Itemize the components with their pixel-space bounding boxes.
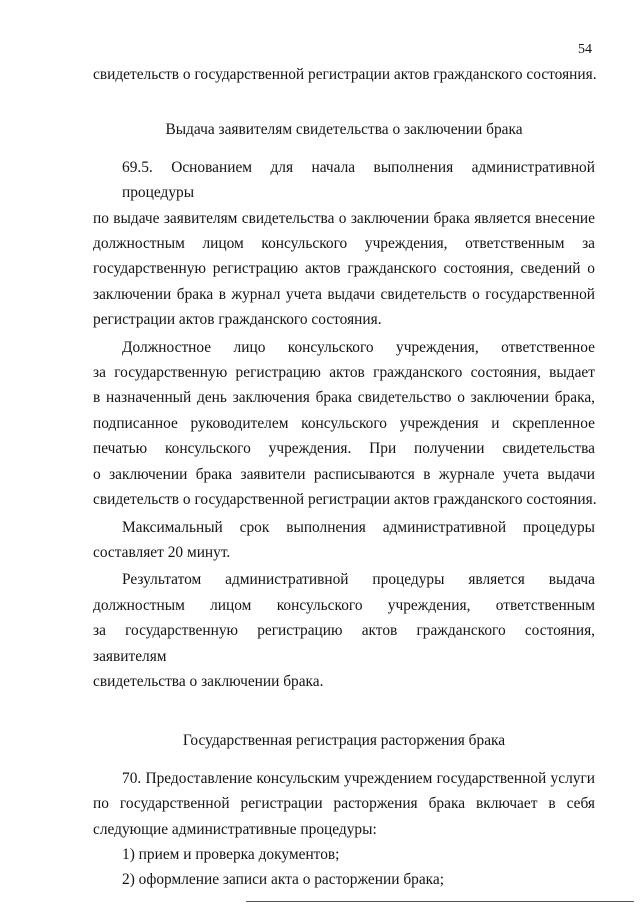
text-line: должностным лицом консульского учреждения, ответственным: [93, 596, 595, 614]
text-line: печатью консульского учреждения. При получении свидетельства: [93, 440, 595, 458]
text-line: составляет 20 минут.: [93, 543, 231, 561]
paragraph-70: [93, 766, 595, 842]
text-line: в назначенный день заключения брака свидетельство о заключении брака,: [93, 389, 595, 407]
text-line: о заключении брака заявители расписываются в журнале учета выдачи: [93, 465, 595, 483]
section-heading-marriage-certificate: Выдача заявителям свидетельства о заключении брака: [165, 121, 523, 139]
text-line: регистрации актов гражданского состояния.: [93, 311, 382, 329]
document-body: [93, 62, 595, 893]
text-line: государственную регистрацию актов гражданского состояния, сведений о: [93, 260, 595, 278]
paragraph-official-issues: [93, 335, 595, 513]
paragraph-69-5: [93, 155, 595, 333]
text-line: за государственную регистрацию актов гражданского состояния, выдает: [93, 364, 595, 382]
procedure-list: [93, 842, 595, 893]
text-line: подписанное руководителем консульского учреждения и скрепленное: [93, 414, 595, 432]
text-line: Результатом административной процедуры является выдача: [122, 571, 595, 589]
text-line: свидетельств о государственной регистрации актов гражданского состояния.: [93, 491, 597, 509]
text-line: должностным лицом консульского учреждения, ответственным за: [93, 235, 595, 253]
text-line: Максимальный срок выполнения административной процедуры: [122, 518, 595, 536]
list-item: 1) прием и проверка документов;: [122, 845, 340, 863]
text-line: Должностное лицо консульского учреждения, ответственное: [122, 338, 595, 356]
paragraph-max-duration: [93, 515, 595, 566]
text-line: 70. Предоставление консульским учреждением государственной услуги: [122, 769, 595, 787]
text-line: за государственную регистрацию актов гражданского состояния, заявителям: [93, 622, 595, 665]
intro-line: свидетельств о государственной регистрации актов гражданского состояния.: [93, 66, 597, 83]
text-line: свидетельства о заключении брака.: [93, 672, 324, 690]
text-line: 69.5. Основанием для начала выполнения административной процедуры: [122, 158, 595, 202]
page-number: 54: [578, 42, 592, 57]
page-bottom-rule: [246, 901, 634, 902]
list-item: 2) оформление записи акта о расторжении брака;: [122, 871, 445, 889]
paragraph-result: [93, 567, 595, 694]
text-line: следующие административные процедуры:: [93, 820, 377, 838]
text-line: по выдаче заявителям свидетельства о заключении брака является внесение: [93, 209, 595, 227]
text-line: по государственной регистрации расторжения брака включает в себя: [93, 795, 595, 813]
text-line: заключении брака в журнал учета выдачи свидетельств о государственной: [93, 285, 595, 303]
section-heading-divorce-registration: Государственная регистрация расторжения брака: [182, 732, 506, 750]
